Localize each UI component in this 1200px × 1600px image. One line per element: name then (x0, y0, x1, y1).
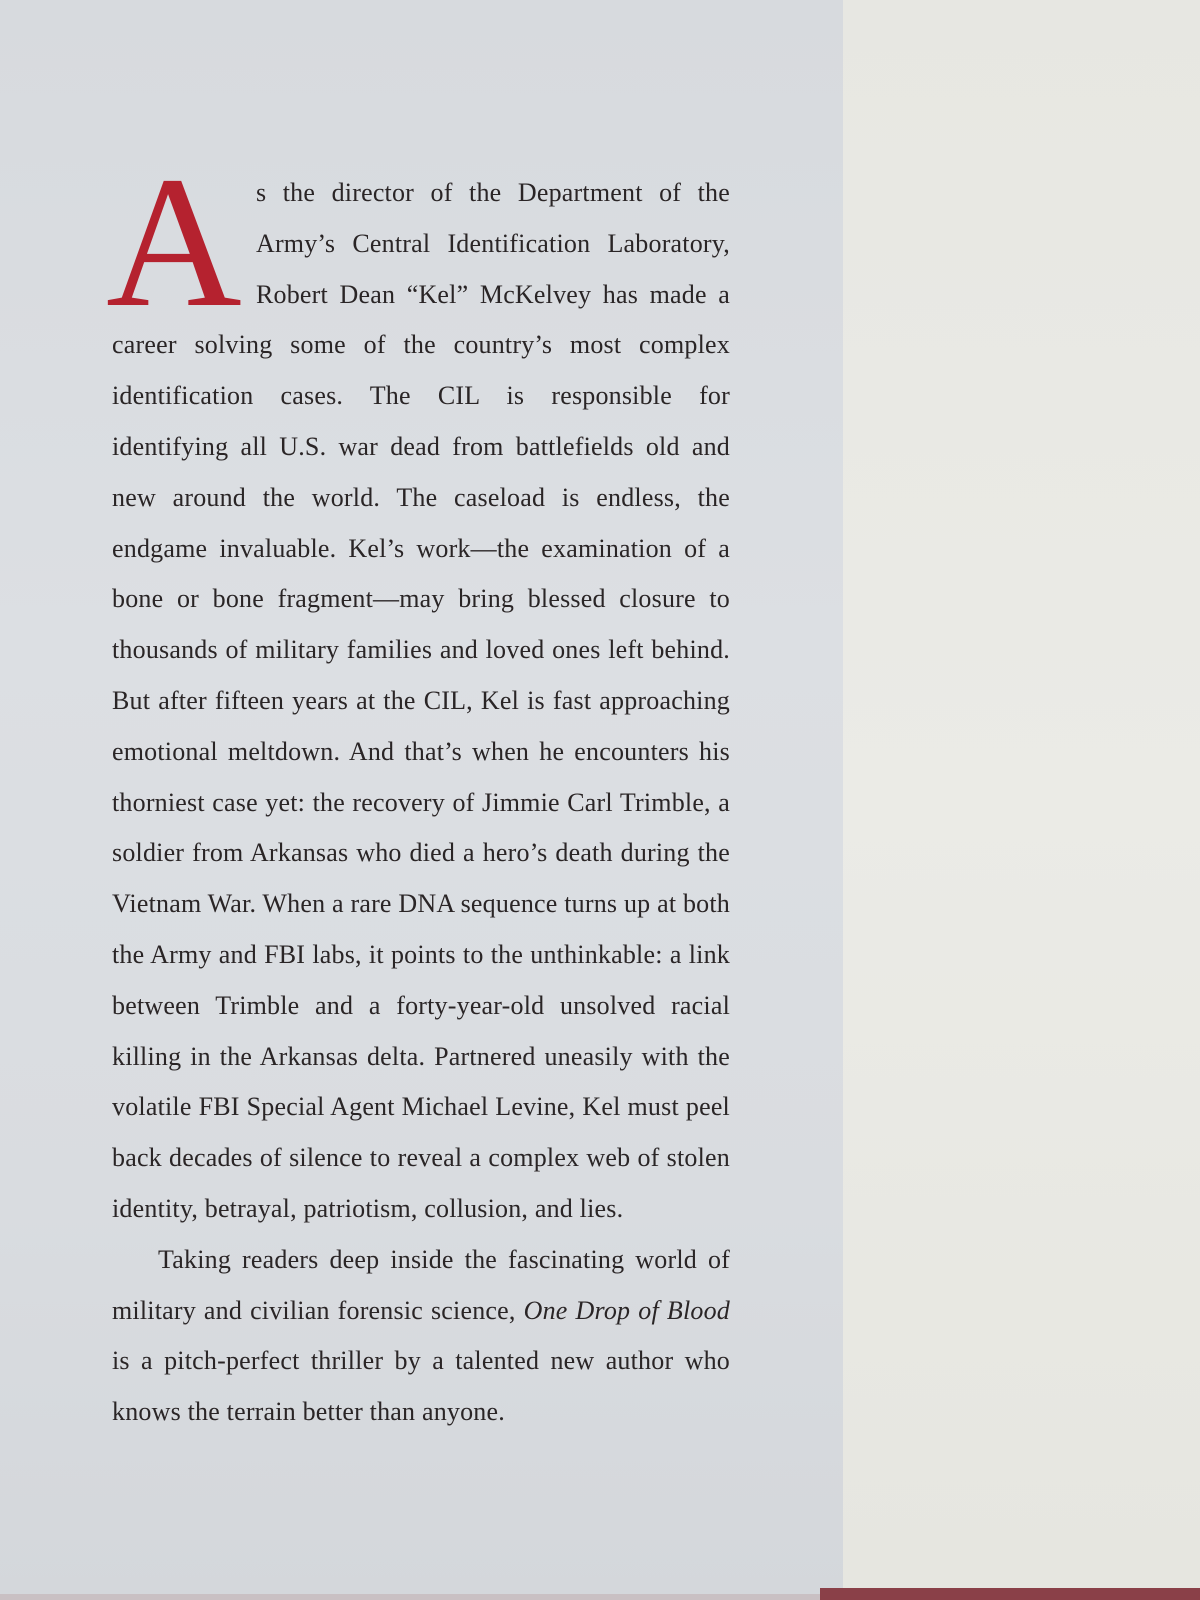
flap-paragraph-1 (106, 137, 730, 1235)
flap-paragraph-1-text: s the director of the Department of the Army’s Central Identification Laboratory, Robert Dean “Kel” McKelvey has made a career solving some of the country’s most complex identification cases. The CIL is responsible for identifying all U.S. war dead from battlefields old and new around the world. The caseload is endless, the endgame invaluable. Kel’s work—the examination of a bone or bone fragment—may bring blessed closure to thousands of military families and loved ones left behind. But after fifteen years at the CIL, Kel is fast approaching emotional meltdown. And that’s when he encounters his thorniest case yet: the recovery of Jimmie Carl Trimble, a soldier from Arkansas who died a hero’s death during the Vietnam War. When a rare DNA sequence turns up at both the Army and FBI labs, it points to the unthinkable: a link between Trimble and a forty-year-old unsolved racial killing in the Arkansas delta. Partnered uneasily with the volatile FBI Special Agent Michael Levine, Kel must peel back decades of silence to reveal a complex web of stolen identity, betrayal, patriotism, collusion, and lies. (112, 178, 730, 1223)
flap-paragraph-2-lead: Taking readers deep inside the fascinating world of military and civilian forensic science, (112, 1244, 730, 1325)
book-title: One Drop of Blood (523, 1295, 730, 1325)
flap-paragraph-2 (112, 1235, 730, 1438)
drop-cap-letter: A (106, 137, 242, 346)
endpaper (843, 0, 1200, 1600)
flap-paragraph-2-tail: is a pitch-perfect thriller by a talented new author who knows the terrain better than anyone. (112, 1346, 730, 1427)
flap-copy (106, 137, 730, 1438)
binding-cloth (820, 1588, 1200, 1600)
bottom-edge-shadow (0, 1594, 820, 1600)
